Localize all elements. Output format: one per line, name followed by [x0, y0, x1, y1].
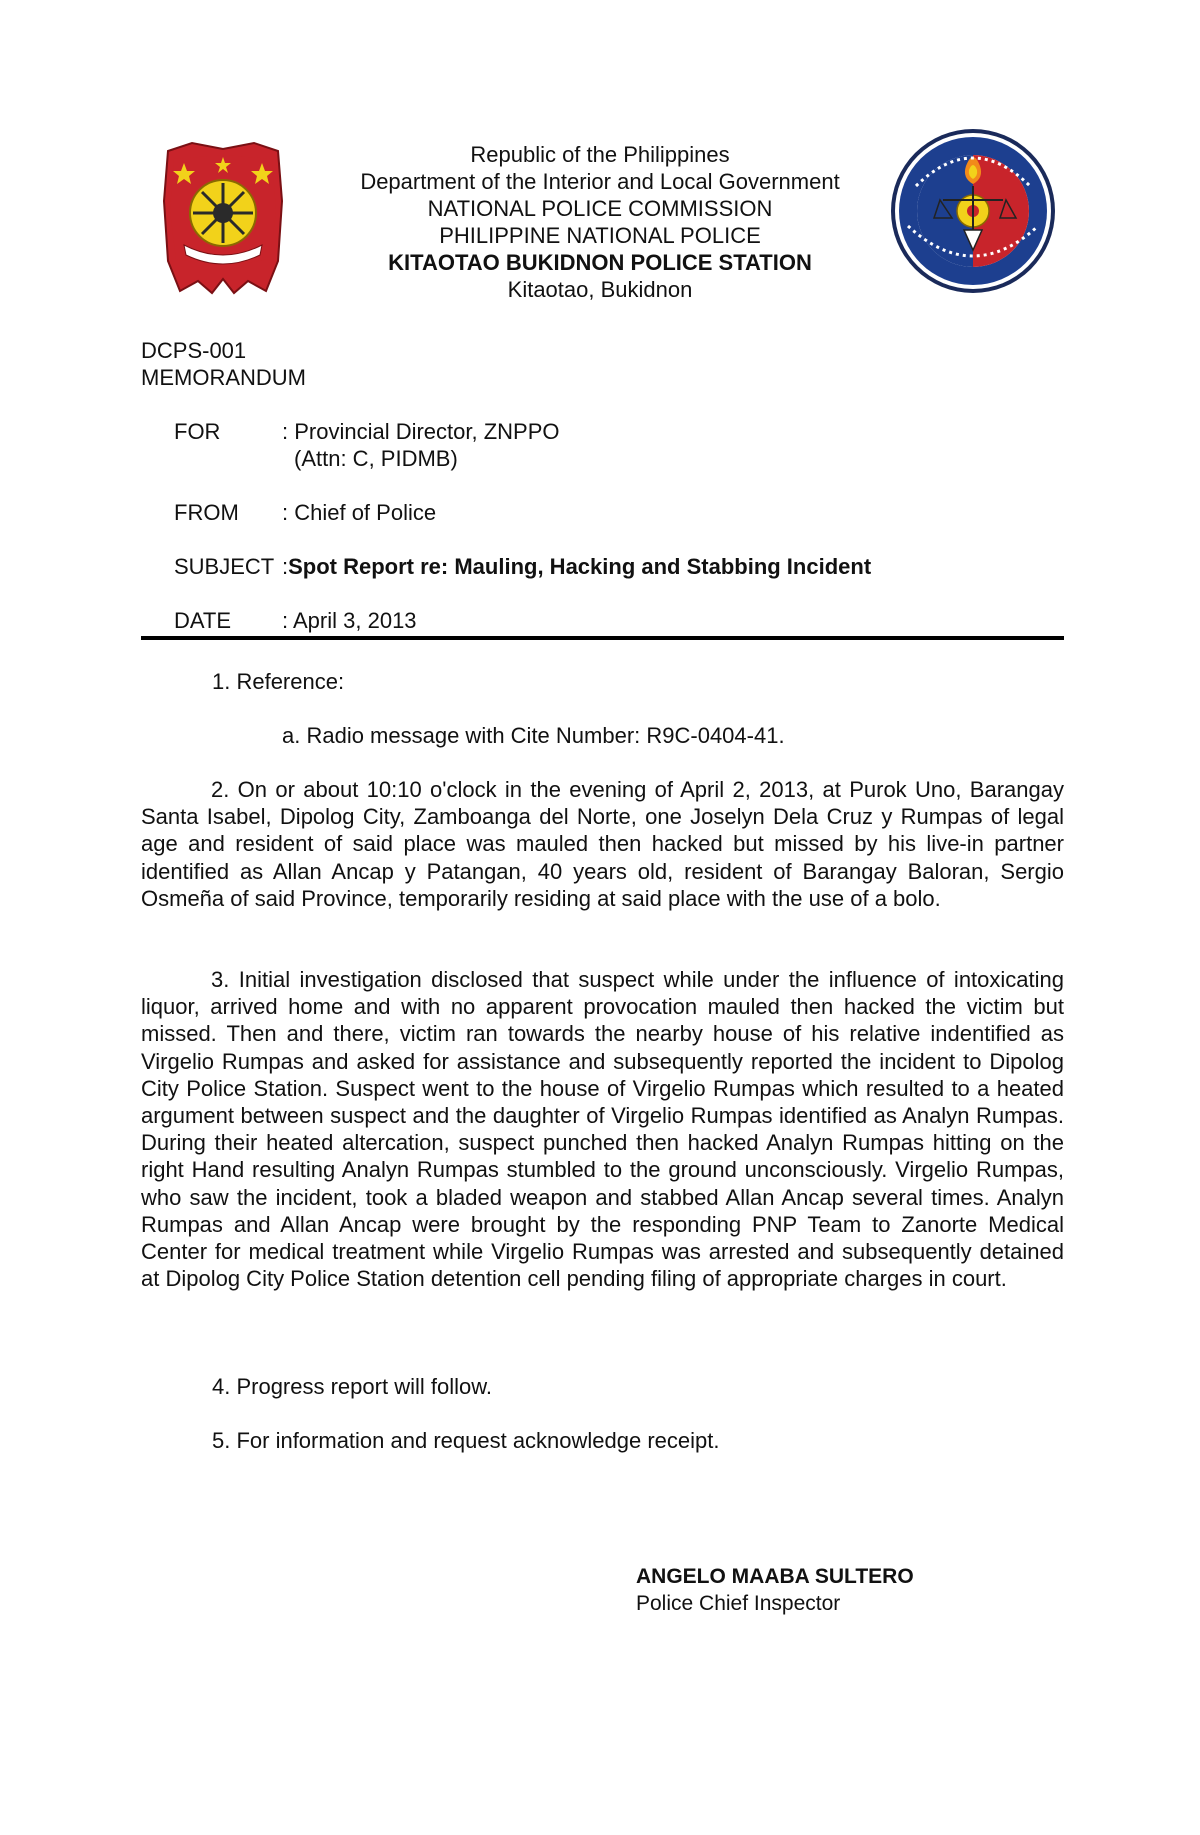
memo-attn: (Attn: C, PIDMB) — [294, 446, 458, 471]
memo-date-row — [174, 607, 417, 634]
header-pnp: PHILIPPINE NATIONAL POLICE — [439, 223, 761, 248]
criminal-investigator-seal-icon — [888, 126, 1058, 296]
letterhead — [300, 141, 900, 303]
paragraph-2 — [141, 776, 1064, 912]
memo-type: MEMORANDUM — [141, 365, 306, 390]
memo-for-label: FOR — [174, 419, 221, 444]
memo-for-value: : Provincial Director, ZNPPO — [282, 419, 560, 444]
memo-from-value: : Chief of Police — [282, 500, 437, 525]
memo-from-label: FROM — [174, 500, 239, 525]
paragraph-2-text: 2. On or about 10:10 o'clock in the evening of April 2, 2013, at Purok Uno, Barangay Santa Isabel, Dipolog City, Zamboanga del Norte, one Joselyn Dela Cruz y Rumpas of legal age and resident of said place was mauled then hacked but missed by his live-in partner identified as Allan Ancap y Patangan, 40 years old, resident of Barangay Baloran, Sergio Osmeña of said Province, temporarily residing at said place with the use of a bolo. — [141, 777, 1064, 911]
pnp-seal-icon — [162, 141, 284, 295]
memo-date-value: : April 3, 2013 — [282, 608, 417, 633]
memo-codes — [141, 337, 306, 391]
header-commission: NATIONAL POLICE COMMISSION — [427, 196, 773, 221]
memo-subject-row — [174, 553, 871, 580]
signatory-title: Police Chief Inspector — [636, 1592, 841, 1615]
memo-subject-value: Spot Report re: Mauling, Hacking and Stabbing Incident — [288, 554, 872, 579]
paragraph-1a: a. Radio message with Cite Number: R9C-0404-41. — [282, 723, 785, 748]
header-location: Kitaotao, Bukidnon — [507, 277, 693, 302]
header-divider — [141, 636, 1064, 640]
memo-subject-label: SUBJECT — [174, 554, 275, 579]
memo-for-row — [174, 418, 560, 445]
signatory-name: ANGELO MAABA SULTERO — [636, 1565, 914, 1588]
header-station: KITAOTAO BUKIDNON POLICE STATION — [388, 250, 812, 275]
header-republic: Republic of the Philippines — [470, 142, 730, 167]
paragraph-3 — [141, 966, 1064, 1292]
memo-code: DCPS-001 — [141, 338, 247, 363]
paragraph-4: 4. Progress report will follow. — [212, 1374, 492, 1399]
memo-date-label: DATE — [174, 608, 232, 633]
paragraph-1: 1. Reference: — [212, 669, 345, 694]
memo-from-row — [174, 499, 436, 526]
paragraph-3-text: 3. Initial investigation disclosed that suspect while under the influence of intoxicating liquor, arrived home and with no apparent provocation mauled then hacked the victim but missed. Then and there, victim ran towards the nearby house of his relative indentified as Virgelio Rumpas and asked for assistance and subsequently reported the incident to Dipolog City Police Station. Suspect went to the house of Virgelio Rumpas which resulted to a heated argument between suspect and the daughter of Virgelio Rumpas identified as Analyn Rumpas. During their heated altercation, suspect punched then hacked Analyn Rumpas hitting on the right Hand resulting Analyn Rumpas stumbled to the ground unconsciously. Virgelio Rumpas, who saw the incident, took a bladed weapon and stabbed Allan Ancap several times. Analyn Rumpas and Allan Ancap were brought by the responding PNP Team to Zanorte Medical Center for medical treatment while Virgelio Rumpas was arrested and subsequently detained at Dipolog City Police Station detention cell pending filing of appropriate charges in court. — [141, 967, 1064, 1292]
memo-subject-colon: : — [282, 554, 289, 579]
paragraph-5: 5. For information and request acknowledge receipt. — [212, 1428, 720, 1453]
header-department: Department of the Interior and Local Government — [360, 169, 840, 194]
